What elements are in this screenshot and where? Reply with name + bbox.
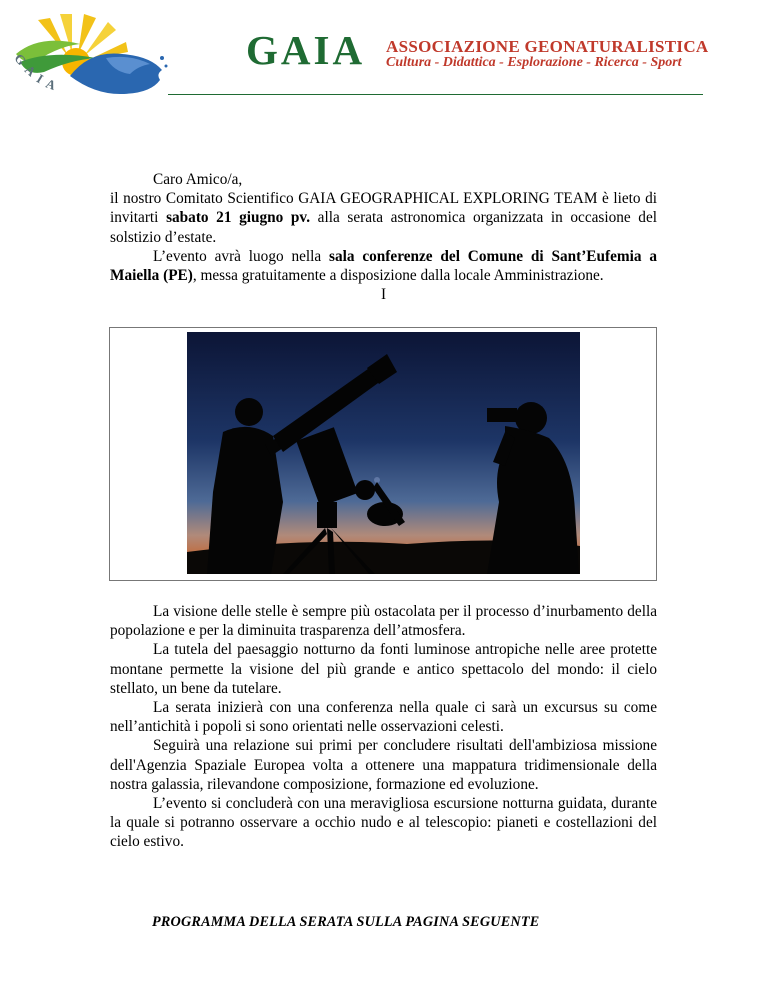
logo-arc-text: GAIA bbox=[11, 50, 64, 96]
venue-paragraph: L’evento avrà luogo nella sala conferenze del Comune di Sant’Eufemia a Maiella (PE), messa gratuitamente a disposizione dalla locale Amministrazione. bbox=[110, 247, 658, 285]
invitation-paragraph: il nostro Comitato Scientifico GAIA GEOGRAPHICAL EXPLORING TEAM è lieto di invitarti sabato 21 giugno pv. alla serata astronomica organizzata in occasione del solstizio d’estate. bbox=[110, 190, 657, 246]
organization-tagline: Cultura - Didattica - Esplorazione - Ricerca - Sport bbox=[386, 55, 682, 70]
program-note: PROGRAMMA DELLA SERATA SULLA PAGINA SEGUENTE bbox=[152, 914, 540, 930]
paragraph-light-pollution: La visione delle stelle è sempre più ostacolata per il processo d’inurbamento della popolazione e per la diminuita trasparenza dell’atmosfera. bbox=[110, 603, 657, 640]
event-date: sabato 21 giugno pv. bbox=[166, 209, 311, 227]
venue-name: sala conferenze del Comune di Sant’Eufemia a Maiella (PE) bbox=[110, 247, 658, 285]
gaia-logo bbox=[10, 14, 170, 96]
photo-frame bbox=[109, 327, 657, 581]
organization-name: ASSOCIAZIONE GEONATURALISTICA bbox=[386, 37, 709, 56]
stray-mark: I bbox=[380, 286, 387, 304]
letter-body bbox=[110, 602, 657, 852]
paragraph-conference: La serata inizierà con una conferenza nella quale ci sarà un excursus su come nell’antichità i popoli si sono orientati nelle osservazioni celesti. bbox=[110, 699, 657, 736]
paragraph-night-excursion: L’evento si concluderà con una meravigliosa escursione notturna guidata, durante la quale si potranno osservare a occhio nudo e al telescopio: pianeti e costellazioni del cielo estivo. bbox=[110, 795, 657, 851]
paragraph-esa-mission: Seguirà una relazione sui primi per concludere risultati dell'ambiziosa missione dell'Agenzia Spaziale Europea volta a ottenere una mappatura tridimensionale della nostra galassia, rilevandone composizione, formazione ed evoluzione. bbox=[110, 737, 657, 793]
stargazers-photo bbox=[187, 332, 580, 574]
letter-intro bbox=[110, 170, 657, 304]
brand-title: GAIA bbox=[246, 27, 366, 73]
paragraph-night-landscape: La tutela del paesaggio notturno da fonti luminose antropiche nelle aree protette montane permette la visione del più grande e antico spettacolo del mondo: il cielo stellato, un bene da tutelare. bbox=[110, 641, 657, 697]
header-divider bbox=[168, 94, 703, 95]
gaia-logo-icon bbox=[10, 14, 170, 96]
salutation: Caro Amico/a, bbox=[153, 171, 243, 188]
